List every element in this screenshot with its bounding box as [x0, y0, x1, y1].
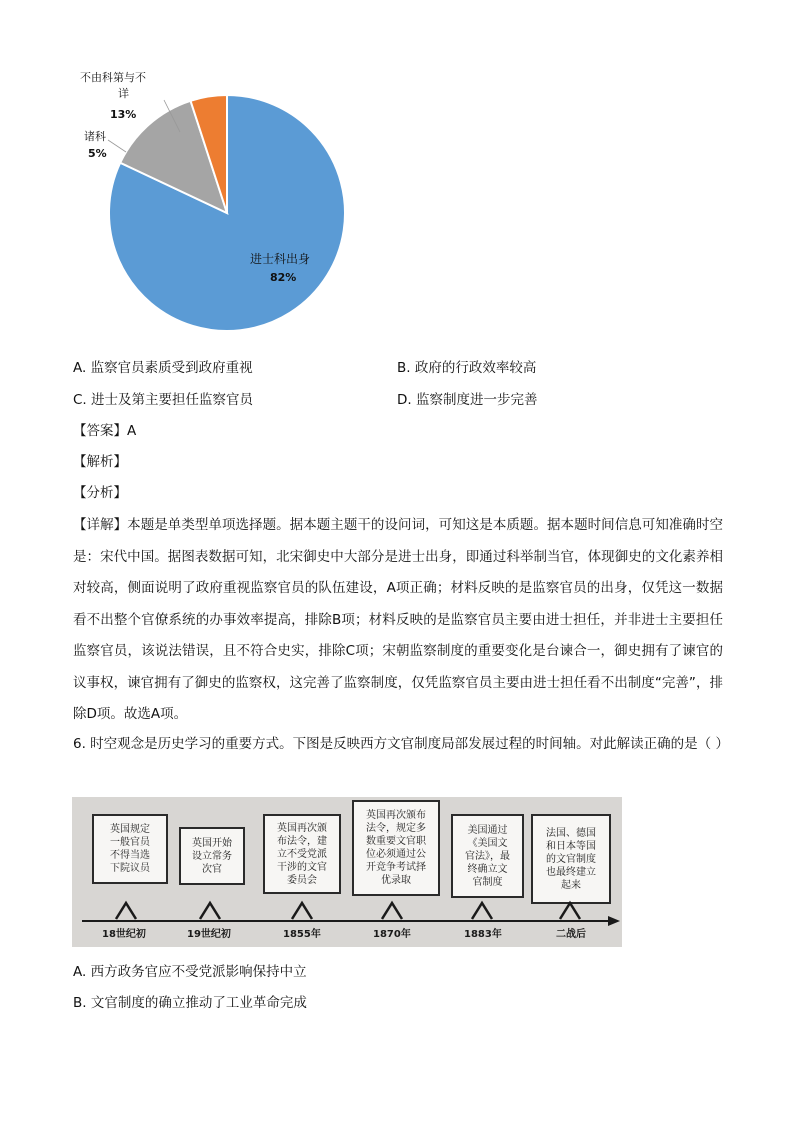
q6-option-a: A. 西方政务官应不受党派影响保持中立 [73, 964, 307, 980]
q6-stem: 6. 时空观念是历史学习的重要方式。下图是反映西方文官制度局部发展过程的时间轴。对此解读正确的是（ ） [73, 736, 729, 752]
timeline-axis [72, 797, 622, 947]
detail-paragraph: 【详解】本题是单类型单项选择题。据本题主题干的设问词，可知这是本质题。据本题时间信息可知准确时空是：宋代中国。据图表数据可知，北宋御史中大部分是进士出身，即通过科举制当官，体现御史的文化素养相对较高，侧面说明了政府重视监察官员的队伍建设，A项正确；材料反映的是监察官员的出身，仅凭这一数据看不出整个官僚系统的办事效率提高，排除B项；材料反映的是监察官员主要由进士担任，并非进士主要担任监察官员，该说法错误，且不符合史实，排除C项；宋朝监察制度的重要变化是台谏合一，御史拥有了谏官的议事权，谏官拥有了御史的监察权，这完善了监察制度，仅凭监察官员主要由进士担任看不出制度“完善”，排除D项。故选A项。 [73, 517, 723, 722]
timeline-year-5: 1883年 [464, 929, 502, 940]
q5-option-d: D. 监察制度进一步完善 [397, 392, 538, 408]
pie-label-buyou-line2: 详 [118, 87, 129, 100]
q5-option-a: A. 监察官员素质受到政府重视 [73, 360, 253, 376]
pie-label-jinshi-pct: 82% [270, 271, 297, 284]
timeline-year-3: 1855年 [283, 929, 321, 940]
q5-option-c: C. 进士及第主要担任监察官员 [73, 392, 254, 408]
timeline-marker-2 [200, 903, 220, 919]
timeline-figure [72, 797, 622, 947]
timeline-year-1: 18世纪初 [102, 929, 146, 940]
timeline-box-3: 英国再次颁 布法令，建 立不受党派 干涉的文官 委员会 [263, 814, 341, 894]
timeline-box-4: 英国再次颁布 法令，规定多 数重要文官职 位必须通过公 开竞争考试择 优录取 [352, 800, 440, 896]
timeline-year-6: 二战后 [556, 929, 586, 940]
pie-label-zhuke: 诸科 [84, 130, 106, 143]
timeline-marker-4 [382, 903, 402, 919]
timeline-box-6: 法国、德国 和日本等国 的文官制度 也最终建立 起来 [531, 814, 611, 904]
timeline-year-4: 1870年 [373, 929, 411, 940]
timeline-marker-6 [560, 903, 580, 919]
q6-option-b: B. 文官制度的确立推动了工业革命完成 [73, 995, 307, 1011]
pie-label-buyou-line1: 不由科第与不 [80, 71, 146, 84]
timeline-marker-3 [292, 903, 312, 919]
timeline-marker-1 [116, 903, 136, 919]
fenxi-label: 【分析】 [73, 485, 127, 501]
timeline-box-1: 英国规定 一般官员 不得当选 下院议员 [92, 814, 168, 884]
q5-option-b: B. 政府的行政效率较高 [397, 360, 537, 376]
pie-chart [60, 60, 380, 350]
pie-label-buyou-pct: 13% [110, 108, 137, 121]
timeline-box-2: 英国开始 设立常务 次官 [179, 827, 245, 885]
pie-label-zhuke-pct: 5% [88, 147, 107, 160]
leader-line-zhuke [108, 140, 126, 152]
pie-slices [109, 95, 345, 331]
pie-label-jinshi: 进士科出身 [250, 252, 311, 266]
timeline-year-2: 19世纪初 [187, 929, 231, 940]
analysis-label: 【解析】 [73, 454, 127, 470]
timeline-marker-5 [472, 903, 492, 919]
timeline-box-5: 美国通过 《美国文 官法》，最 终确立文 官制度 [451, 814, 524, 898]
answer-line: 【答案】A [73, 423, 137, 439]
